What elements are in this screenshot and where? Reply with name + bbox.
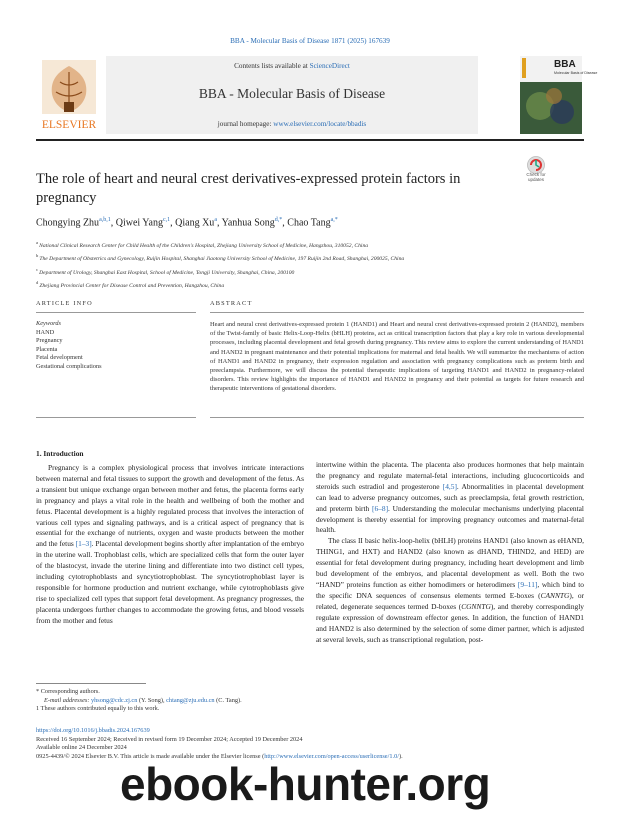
homepage-line (106, 120, 478, 128)
watermark-text: ebook-hunter.org (120, 758, 491, 810)
author-name[interactable]: Yanhua Song (221, 217, 275, 229)
affiliation-marker: b (36, 253, 40, 259)
affiliation-item (36, 238, 584, 251)
contents-prefix: Contents lists available at (234, 62, 310, 70)
journal-info-box (106, 56, 478, 134)
intro-p1-text-a: Pregnancy is a complex physiological process that involves intricate interactions between maternal and fetal tissues to support the growth and development of the fetus. As a transient but unique exchange organ between mother and fetus, the placenta forms early in pregnancy and plays a vital role in the health and wellbeing of both the mother and fetus. Placental development is a highly regulated process that involves the interaction of various cell types and signaling pathways, and is a critical aspect of pregnancy that is essential for the exchange of nutrients, oxygen and waste products between the mother and the fetus (36, 463, 304, 549)
introduction-heading: 1. Introduction (36, 449, 84, 458)
homepage-prefix: journal homepage: (217, 120, 274, 128)
intro-paragraph-1 (36, 463, 304, 627)
journal-citation-header[interactable]: BBA - Molecular Basis of Disease 1871 (2025) 167639 (230, 37, 390, 45)
keyword-item: HAND (36, 328, 55, 336)
intro-rp2-text-d: ), and thereby correspondingly regulate expression of downstream effector genes. In addition, the function of HAND1 and HAND2 is also determined by the selection of some dimer partner, which is adjusted at several levels, such as transcriptional regulation, post- (316, 601, 584, 644)
cover-subtitle: Molecular Basis of Disease (554, 71, 598, 75)
email-line (36, 697, 584, 706)
affiliation-text: Department of Urology, Shanghai East Hospital, School of Medicine, Tongji University, Shanghai, China, 200100 (39, 269, 295, 276)
check-for-updates-label[interactable]: Check for updates (526, 172, 546, 182)
intro-rp2-text-b: , which bind to the specific DNA sequences of consensus elements termed E-boxes ( (316, 579, 584, 600)
ebox-sequence: CANNTG (540, 590, 570, 600)
citation-link[interactable]: [4,5] (442, 481, 457, 491)
footnotes (36, 688, 584, 714)
masthead-divider (36, 139, 584, 141)
journal-masthead (36, 56, 598, 138)
intro-rp2-text-c: ), or related, degenerate sequences termed D-boxes ( (316, 590, 584, 611)
author-affiliation-marker[interactable]: a,* (330, 217, 338, 223)
author-name[interactable]: Qiwei Yang (115, 217, 163, 229)
equal-contribution-note: 1 These authors contributed equally to this work. (36, 705, 160, 713)
affiliation-list (36, 238, 584, 292)
affiliation-marker: d (36, 280, 40, 286)
author-affiliation-marker[interactable]: c,1 (162, 217, 171, 223)
affiliation-item (36, 265, 584, 278)
author-name[interactable]: Qiang Xu (175, 217, 215, 229)
body-column-right (316, 460, 584, 645)
dbox-sequence: CGNNTG (461, 601, 491, 611)
corresponding-author-note: * Corresponding authors. (36, 688, 100, 695)
license-link[interactable]: http://www.elsevier.com/open-access/userlicense/1.0/ (264, 752, 399, 760)
article-info-rule-bottom (36, 417, 196, 418)
keyword-item: Gestational complications (36, 362, 102, 370)
keywords-block (36, 320, 196, 372)
author-affiliation-marker[interactable]: d,* (274, 217, 283, 223)
journal-cover-image[interactable] (520, 56, 598, 134)
author-name[interactable]: Chao Tang (287, 217, 331, 229)
author-name[interactable]: Chongying Zhu (36, 217, 100, 229)
abstract-text: Heart and neural crest derivatives-expressed protein 1 (HAND1) and Heart and neural crest derivatives-expressed protein 2 (HAND2), members of the Twist-family of basic Helix-Loop-Helix (bHLH) proteins, act as critical transcription factors that play a key role in various developmental processes, including placental development and fetal growth during pregnancy. This review aims to explore the current understanding of HAND1 and HAND2 in pregnant maintenance and their potential implications for maternal and fetal health. We will summarize the mechanisms of action of HAND1 and HAND2 in pregnancy, their expression regulation and association with pregnancy complications such as preterm birth and preeclampsia. Furthermore, we will discuss the potential therapeutic implications of targeting HAND1 and HAND2 in pregnancy-related disorders. This review highlights the importance of HAND1 and HAND2 in pregnancy and their potential as targets for future research and therapeutic interventions of gestational disorders. (210, 321, 584, 393)
intro-paragraph-2 (316, 536, 584, 645)
license-text-b: ). (398, 752, 403, 760)
affiliation-marker: a (36, 240, 40, 245)
abstract-rule-top (210, 312, 584, 313)
citation-link[interactable]: [9–11] (517, 579, 538, 589)
intro-rp1-text-c: . Understanding the molecular mechanisms underlying placental development is thereby essential for improving pregnancy outcomes and maternal-fetal health. (316, 503, 584, 535)
email-label: E-mail addresses: (44, 696, 91, 704)
elsevier-logo[interactable] (36, 58, 102, 136)
available-online: Available online 24 December 2024 (36, 744, 127, 752)
author-affiliation-marker[interactable]: a (214, 217, 217, 223)
article-title: The role of heart and neural crest derivatives-expressed protein factors in pregnancy (36, 171, 461, 206)
keywords-label: Keywords (36, 320, 61, 327)
email-link-song[interactable]: yhsong@cdc.zj.cn (91, 696, 138, 704)
license-text-a: 0925-4439/© 2024 Elsevier B.V. This article is made available under the Elsevier license ( (36, 752, 265, 760)
journal-name: BBA - Molecular Basis of Disease (198, 86, 386, 101)
intro-rp1-text-a: intertwine within the placenta. The placenta also produces hormones that help maintain the pregnancy and regulate maternal-fetal interactions, including glucocorticoids and steroids such estradiol and progesterone (316, 460, 584, 491)
keywords-list (36, 329, 196, 372)
publisher-wordmark: ELSEVIER (41, 119, 97, 131)
cover-title: BBA (554, 59, 576, 70)
doi-link[interactable]: https://doi.org/10.1016/j.bbadis.2024.167639 (36, 727, 150, 734)
email-name-song: (Y. Song), (137, 696, 167, 704)
journal-homepage-link[interactable]: www.elsevier.com/locate/bbadis (273, 120, 367, 128)
affiliation-text: National Clinical Research Center for Child Health of the Children's Hospital, Zhejiang University School of Medicine, Hangzhou, 310052, China (39, 242, 369, 249)
citation-link[interactable]: [1–3] (75, 539, 92, 549)
intro-p1-text-b: . Placental development begins shortly after implantation of the embryo in the uterine wall. Trophoblast cells, which are specialized cells that form the outer layer of the blastocyst, invade the uterine lining and differentiate into two distinct cell types, including cytotrophoblasts and syncytiotrophoblast. The syncytiotrophoblast layer is responsible for hormone production and nutrient exchange, while cytotrophoblasts give rise to specialized cell types that support fetal development. As pregnancy progresses, the placenta undergoes further changes to accommodate the growing fetus, and blood vessels from the mother and fetus (36, 539, 305, 625)
received-dates: Received 16 September 2024; Received in revised form 19 December 2024; Accepted 19 December 2024 (36, 735, 303, 743)
abstract-rule-bottom (210, 417, 584, 418)
keyword-item: Fetal development (36, 354, 83, 362)
footnote-divider (36, 683, 146, 684)
affiliation-item (36, 278, 584, 291)
author-affiliation-marker[interactable]: a,b,1 (99, 217, 111, 223)
article-info-heading: ARTICLE INFO (36, 300, 93, 307)
sciencedirect-link[interactable]: ScienceDirect (309, 62, 350, 70)
intro-rp2-text-a: The class II basic helix-loop-helix (bHLH) proteins HAND1 (also known as eHAND, THING1, and HXT) and HAND2 (also known as dHAND, THIND2, and HED) are essential for fetal development during pregnancy, including heart development and limb bud development of the embryos, and placental development as well. Both the two “HAND” proteins function as either homodimers or heterodimers (316, 536, 584, 589)
intro-rp1-text-b: . Abnormalities in placental development can lead to adverse pregnancy outcomes, such as preeclampsia, fetal growth restriction, and preterm birth (316, 481, 584, 513)
contents-line (106, 62, 478, 70)
keyword-item: Pregnancy (36, 337, 63, 345)
abstract-heading: ABSTRACT (210, 300, 253, 307)
citation-link[interactable]: [6–8] (372, 503, 389, 513)
author-list: Chongying Zhu$^{a,b,1}$, Qiwei Yang$^{c,1}$, Qiang Xu$^a$, Yanhua Song$^{d,*}$, Chao Tang$^{a,*}$ (36, 217, 338, 229)
affiliation-text: Zhejiang Provincial Center for Disease Control and Prevention, Hangzhou, China (39, 283, 225, 290)
email-link-tang[interactable]: chtang@zju.edu.cn (166, 696, 215, 704)
affiliation-marker: c (36, 266, 40, 272)
affiliation-item (36, 251, 584, 264)
body-column-left (36, 463, 304, 627)
article-info-rule-top (36, 312, 196, 313)
affiliation-text: The Department of Obstetrics and Gynecology, Ruijin Hospital, Shanghai Jiaotong University School of Medicine, 197 Ruijin 2nd Road, Shanghai, 200025, China (39, 256, 405, 263)
email-name-tang: (C. Tang). (214, 696, 242, 704)
keyword-item: Placenta (36, 345, 58, 353)
intro-paragraph-1-cont (316, 460, 584, 536)
